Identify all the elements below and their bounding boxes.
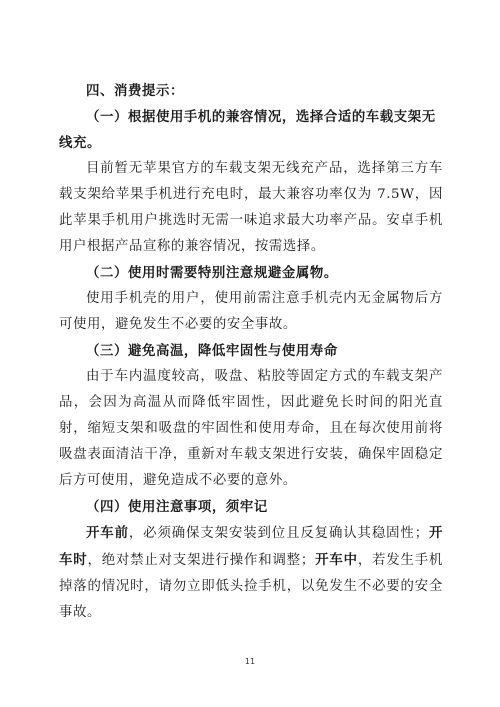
item-2-heading: （二）使用时需要特别注意规避金属物。: [86, 265, 338, 281]
while-driving-text: ，绝对禁止对支架进行操作和调整；: [87, 553, 315, 568]
item-1-heading: （一）根据使用手机的兼容情况，选择合适的车载支架无线充。: [59, 109, 436, 151]
section-title: 四、消费提示：: [86, 83, 184, 99]
item-3-heading: （三）避免高温，降低牢固性与使用寿命: [86, 343, 338, 359]
document-body: [59, 78, 443, 626]
item-4-body: [59, 520, 443, 626]
while-driving-label: 开车时: [59, 525, 443, 568]
item-3-body: 由于车内温度较高，吸盘、粘胶等固定方式的车载支架产品，会因为高温从而降低牢固性，因此避免长时间的阳光直射，缩短支架和吸盘的牢固性和使用寿命，且在每次使用前将吸盘表面清洁干净，重新对车载支架进行安装，确保牢固稳定后方可使用，避免造成不必要的意外。: [59, 369, 443, 488]
item-4-heading: （四）使用注意事项，须牢记: [86, 499, 268, 515]
item-2-body: 使用手机壳的用户，使用前需注意手机壳内无金属物后方可使用，避免发生不必要的安全事故。: [59, 291, 443, 332]
during-driving-label: 开车中: [314, 552, 358, 568]
before-driving-label: 开车前: [86, 525, 129, 541]
before-driving-text: ，必须确保支架安装到位且反复确认其稳固性；: [128, 526, 429, 541]
page-number: 11: [244, 657, 256, 666]
during-driving-text: ，若发生手机掉落的情况时，请勿立即低头捡手机，以免发生不必要的安全事故。: [59, 553, 443, 620]
item-1-body: 目前暂无苹果官方的车载支架无线充产品，选择第三方车载支架给苹果手机进行充电时，最大兼容功率仅为 7.5W，因此苹果手机用户挑选时无需一味追求最大功率产品。安卓手机用户根据产品宣称的兼容情况，按需选择。: [59, 161, 443, 254]
